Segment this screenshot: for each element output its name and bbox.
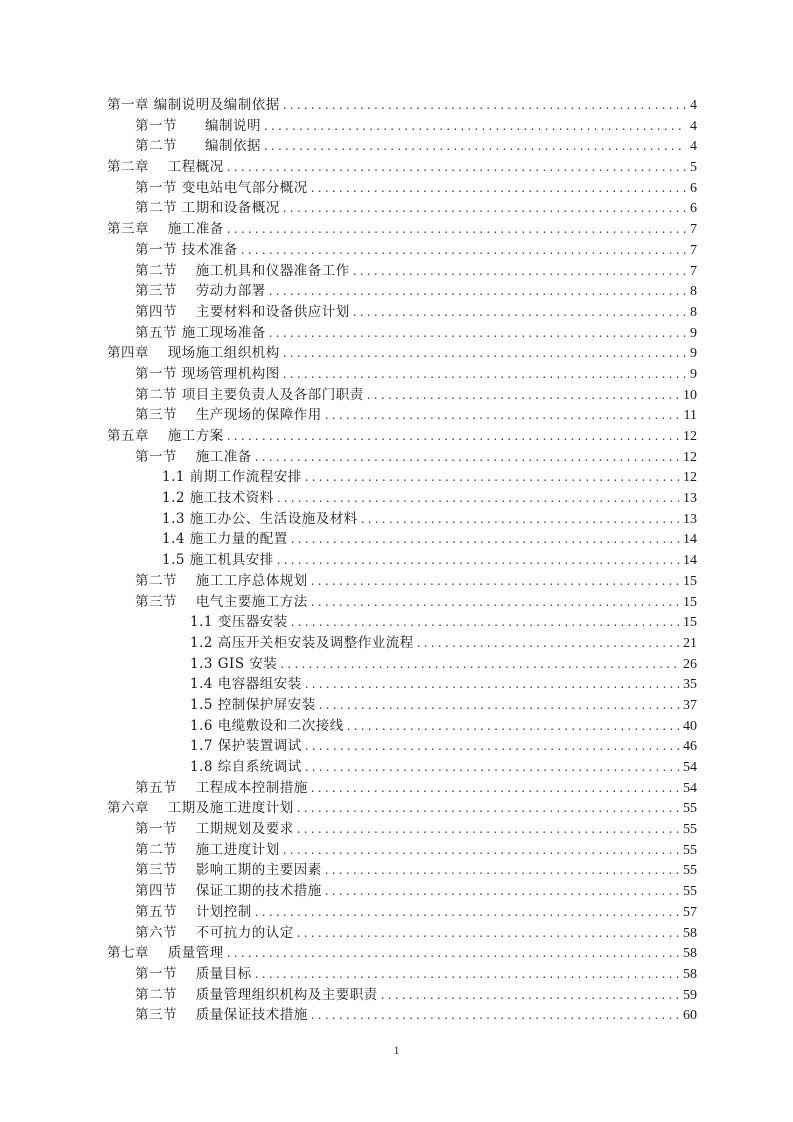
dot-leader [277,488,680,509]
toc-entry-title: 第五节 工程成本控制措施 [135,779,308,796]
toc-entry-page-number: 12 [683,429,697,444]
toc-entry-title: 第五章 施工方案 [107,428,224,444]
page-number: 1 [393,1043,400,1057]
toc-entry-page-number: 13 [683,511,697,527]
toc-entry-title: 第一节 施工准备 [135,448,252,465]
toc-subsection-entry[interactable] [107,716,697,737]
dot-leader [241,240,686,261]
toc-entry-title: 第一节 变电站电气部分概况 [135,179,308,196]
toc-entry-page-number: 11 [683,408,697,424]
toc-entry-page-number: 60 [683,1008,697,1024]
toc-entry-title: 第一节 现场管理机构图 [135,365,280,382]
toc-chapter-entry[interactable] [107,798,697,819]
toc-entry-title: 第二节 编制依据 [135,138,261,155]
toc-section-entry[interactable] [107,964,697,985]
toc-chapter-entry[interactable] [107,95,697,116]
dot-leader [381,985,680,1006]
toc-chapter-entry[interactable] [107,943,697,964]
toc-section-entry[interactable] [107,1005,697,1026]
toc-entry-title: 第五节 计划控制 [135,903,252,920]
dot-leader [264,136,686,157]
toc-entry-page-number: 10 [683,387,697,403]
toc-entry-page-number: 37 [683,697,697,713]
toc-entry-title: 1.7 保护装置调试 [190,738,302,755]
dot-leader [280,654,680,675]
toc-entry-title: 第二节 施工工序总体规划 [135,572,308,589]
dot-leader [325,881,680,902]
toc-entry-page-number: 7 [690,242,697,258]
dot-leader [269,323,686,344]
toc-entry-page-number: 55 [683,842,697,858]
toc-chapter-entry[interactable] [107,343,697,364]
dot-leader [311,571,680,592]
dot-leader [291,612,680,633]
toc-section-entry[interactable] [107,323,697,344]
toc-section-entry[interactable] [107,902,697,923]
dot-leader [291,529,680,550]
toc-entry-title: 第二节 项目主要负责人及各部门职责 [135,386,364,403]
toc-subsection-entry[interactable] [107,550,697,571]
table-of-contents [107,95,697,1026]
toc-entry-title: 第六节 不可抗力的认定 [135,924,294,941]
dot-leader [227,426,680,447]
dot-leader [347,716,680,737]
toc-entry-page-number: 58 [683,966,697,982]
dot-leader [311,1005,680,1026]
toc-section-entry[interactable] [107,592,697,613]
toc-subsection-entry[interactable] [107,467,697,488]
toc-entry-title: 第一节 编制说明 [135,117,261,134]
toc-entry-page-number: 8 [690,284,697,300]
dot-leader [311,592,680,613]
toc-entry-page-number: 4 [690,98,697,113]
toc-entry-page-number: 6 [690,201,697,217]
toc-entry-page-number: 46 [683,739,697,755]
dot-leader [361,509,680,530]
toc-entry-page-number: 26 [683,656,697,672]
toc-entry-title: 第一节 工期规划及要求 [135,821,294,838]
toc-subsection-entry[interactable] [107,654,697,675]
toc-entry-title: 第三章 施工准备 [107,221,224,238]
dot-leader [269,281,686,302]
toc-entry-title: 1.8 综自系统调试 [190,759,302,775]
toc-entry-page-number: 8 [690,304,697,320]
dot-leader [305,674,680,695]
toc-entry-page-number: 21 [683,635,697,651]
toc-entry-title: 1.4 电容器组安装 [190,676,302,693]
dot-leader [297,819,680,840]
toc-entry-page-number: 15 [683,594,697,610]
toc-subsection-entry[interactable] [107,509,697,530]
toc-section-entry[interactable] [107,116,697,137]
toc-entry-page-number: 59 [683,987,697,1003]
toc-entry-title: 第七章 质量管理 [107,945,224,962]
toc-subsection-entry[interactable] [107,529,697,550]
dot-leader [227,943,680,964]
toc-chapter-entry[interactable] [107,157,697,178]
toc-section-entry[interactable] [107,198,697,219]
toc-section-entry[interactable] [107,136,697,157]
toc-entry-title: 1.1 变压器安装 [190,614,288,631]
dot-leader [353,302,686,323]
toc-entry-title: 1.6 电缆敷设和二次接线 [190,717,344,734]
toc-entry-title: 第四节 主要材料和设备供应计划 [135,303,350,320]
toc-entry-title: 第三节 影响工期的主要因素 [135,862,322,879]
toc-entry-page-number: 55 [683,801,697,817]
toc-section-entry[interactable] [107,281,697,302]
toc-entry-title: 第二节 施工机具和仪器准备工作 [135,262,350,279]
toc-entry-page-number: 9 [690,346,697,362]
toc-section-entry[interactable] [107,302,697,323]
dot-leader [417,633,680,654]
dot-leader [325,860,680,881]
dot-leader [311,178,686,199]
toc-entry-page-number: 35 [683,677,697,693]
dot-leader [283,95,686,116]
toc-subsection-entry[interactable] [107,612,697,633]
toc-subsection-entry[interactable] [107,736,697,757]
toc-entry-title: 第三节 生产现场的保障作用 [135,407,322,424]
toc-entry-title: 第三节 电气主要施工方法 [135,593,308,610]
toc-section-entry[interactable] [107,385,697,406]
toc-entry-page-number: 58 [683,925,697,941]
toc-entry-page-number: 4 [690,139,697,155]
dot-leader [297,798,680,819]
toc-entry-page-number: 54 [683,760,697,775]
toc-entry-page-number: 9 [690,325,697,341]
toc-entry-title: 第一节 质量目标 [135,965,252,982]
toc-entry-title: 第二节 质量管理组织机构及主要职责 [135,986,378,1003]
toc-section-entry[interactable] [107,923,697,944]
dot-leader [255,964,680,985]
toc-entry-page-number: 14 [683,553,697,569]
toc-entry-page-number: 9 [690,366,697,382]
dot-leader [283,343,686,364]
toc-entry-page-number: 12 [683,470,697,486]
toc-entry-page-number: 40 [683,718,697,734]
dot-leader [311,778,680,799]
toc-entry-page-number: 14 [683,532,697,548]
dot-leader [305,467,680,488]
toc-entry-title: 1.2 高压开关柜安装及调整作业流程 [190,634,414,651]
toc-section-entry[interactable] [107,178,697,199]
toc-entry-page-number: 6 [690,180,697,196]
toc-section-entry[interactable] [107,447,697,468]
toc-subsection-entry[interactable] [107,695,697,716]
toc-entry-page-number: 58 [683,946,697,962]
toc-entry-page-number: 4 [690,118,697,134]
toc-entry-title: 第三节 劳动力部署 [135,283,266,300]
toc-subsection-entry[interactable] [107,488,697,509]
toc-entry-page-number: 12 [683,449,697,465]
toc-entry-title: 第一节 技术准备 [135,241,238,258]
toc-chapter-entry[interactable] [107,219,697,240]
toc-entry-title: 第三节 质量保证技术措施 [135,1007,308,1024]
toc-entry-page-number: 7 [690,222,697,238]
toc-entry-title: 第四节 保证工期的技术措施 [135,883,322,900]
toc-section-entry[interactable] [107,819,697,840]
toc-entry-title: 1.2 施工技术资料 [162,490,274,507]
toc-entry-title: 1.5 控制保护屏安装 [190,696,316,713]
toc-entry-title: 第二章 工程概况 [107,159,224,176]
toc-entry-page-number: 55 [683,884,697,900]
dot-leader [305,757,680,778]
dot-leader [297,923,680,944]
dot-leader [255,902,680,923]
dot-leader [227,157,686,178]
dot-leader [283,364,686,385]
toc-subsection-entry[interactable] [107,674,697,695]
dot-leader [319,695,680,716]
toc-entry-title: 第五节 施工现场准备 [135,324,266,341]
toc-entry-page-number: 5 [690,160,697,176]
toc-subsection-entry[interactable] [107,757,697,778]
toc-entry-title: 1.5 施工机具安排 [162,552,274,569]
toc-entry-page-number: 15 [683,573,697,589]
toc-entry-title: 第二节 施工进度计划 [135,841,280,858]
toc-section-entry[interactable] [107,571,697,592]
dot-leader [227,219,686,240]
toc-subsection-entry[interactable] [107,633,697,654]
dot-leader [283,840,680,861]
toc-section-entry[interactable] [107,405,697,426]
dot-leader [305,736,680,757]
toc-entry-title: 1.4 施工力量的配置 [162,531,288,548]
toc-section-entry[interactable] [107,261,697,282]
toc-entry-title: 1.3 施工办公、生活设施及材料 [162,510,358,527]
toc-entry-page-number: 54 [683,780,697,796]
toc-entry-page-number: 15 [683,615,697,631]
toc-section-entry[interactable] [107,240,697,261]
toc-entry-page-number: 55 [683,863,697,879]
toc-entry-page-number: 7 [690,263,697,279]
toc-section-entry[interactable] [107,840,697,861]
dot-leader [367,385,680,406]
toc-entry-title: 第一章 编制说明及编制依据 [107,97,280,113]
toc-entry-page-number: 55 [683,822,697,838]
toc-section-entry[interactable] [107,778,697,799]
toc-entry-page-number: 57 [683,904,697,920]
dot-leader [353,261,686,282]
dot-leader [325,405,681,426]
dot-leader [283,198,686,219]
toc-section-entry[interactable] [107,985,697,1006]
toc-entry-page-number: 13 [683,491,697,507]
toc-entry-title: 第二节 工期和设备概况 [135,200,280,217]
toc-entry-title: 第四章 现场施工组织机构 [107,345,280,362]
toc-entry-title: 1.1 前期工作流程安排 [162,469,302,486]
toc-section-entry[interactable] [107,881,697,902]
dot-leader [264,116,686,137]
toc-chapter-entry[interactable] [107,426,697,447]
toc-section-entry[interactable] [107,860,697,881]
toc-section-entry[interactable] [107,364,697,385]
toc-entry-title: 第六章 工期及施工进度计划 [107,800,294,817]
toc-entry-title: 1.3 GIS 安装 [190,655,278,672]
dot-leader [255,447,680,468]
dot-leader [277,550,680,571]
